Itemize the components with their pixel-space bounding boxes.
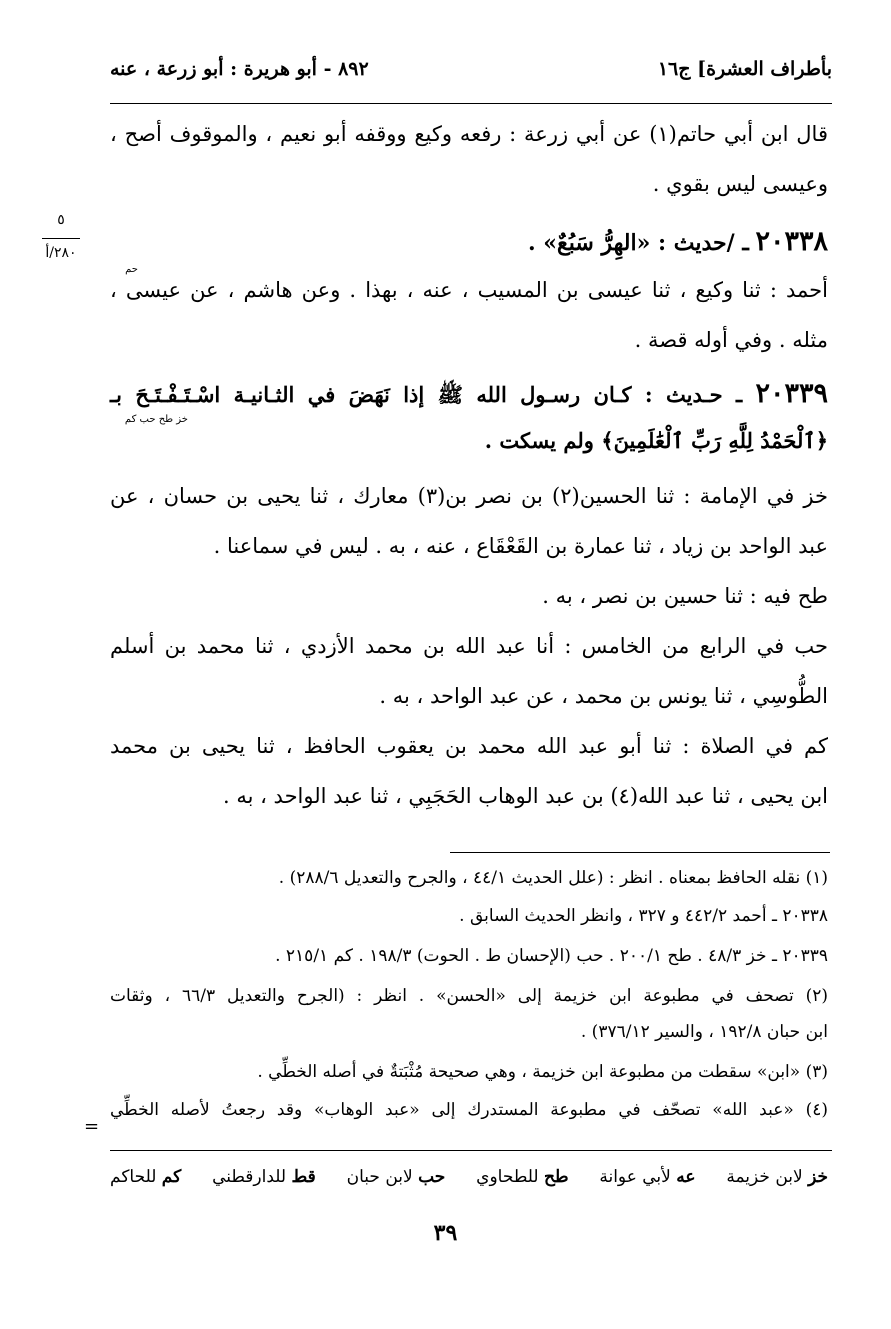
paragraph-line: ابن يحيى ، ثنا عبد الله(٤) بن عبد الوهاب الحَجَبِي ، ثنا عبد الواحد ، به . [222, 784, 828, 808]
footnote: (١) نقله الحافظ بمعناه . انظر : (علل الحديث ٤٤/١ ، والجرح والتعديل ٢٨٨/٦) . [278, 868, 828, 888]
footnote: ٢٠٣٣٩ ـ خز ٤٨/٣ . طح ٢٠٠/١ . حب (الإحسان ط . الحوت) ١٩٨/٣ . كم ٢١٥/١ . [275, 946, 828, 966]
abbreviation-rule [110, 1150, 832, 1151]
paragraph-line [110, 734, 828, 758]
footnote: ٢٠٣٣٨ ـ أحمد ٤٤٢/٢ و ٣٢٧ ، وانظر الحديث السابق . [459, 906, 828, 926]
abbreviation-item [347, 1162, 446, 1194]
page-number: ٣٩ [433, 1220, 458, 1246]
header-volume-title: بأطراف العشرة] ج١٦ [657, 58, 832, 80]
abbreviation-item [110, 1162, 181, 1194]
text-line: قال ابن أبي حاتم(١) عن أبي زرعة : رفعه وكيع ووقفه أبو نعيم ، والموقوف أصح ، [110, 122, 828, 146]
margin-folio-top: ٥ [57, 212, 65, 228]
paragraph-line: وعيسى ليس بقوي . [652, 172, 828, 196]
header-chapter-title: ٨٩٢ - أبو هريرة : أبو زرعة ، عنه [110, 58, 369, 80]
hadith-title: ـ /حديث : «الهِرُّ سَبُعٌ» . [527, 230, 749, 256]
text-line: خز في الإمامة : ثنا الحسين(٢) بن نصر بن(٣) معارك ، ثنا يحيى بن حسان ، عن [110, 484, 828, 508]
abbreviation-meaning: لابن حبان [346, 1167, 413, 1187]
paragraph-line [110, 278, 828, 302]
hadith-sigla: خز طح حب كم [124, 414, 188, 425]
abbreviation-meaning: للحاكم [110, 1167, 157, 1187]
hadith-sigla: حم [125, 264, 138, 275]
footnote: ابن حبان ١٩٢/٨ ، والسير ٣٧٦/١٢) . [580, 1022, 828, 1042]
hadith-heading [528, 226, 828, 257]
hadith-number: ٢٠٣٣٩ [755, 378, 829, 409]
abbreviation-meaning: للطحاوي [476, 1167, 539, 1187]
abbreviation-item [212, 1162, 316, 1194]
main-text [110, 122, 828, 822]
continuation-mark: = [84, 1116, 100, 1137]
abbreviation-code: طح [543, 1167, 569, 1187]
abbreviation-meaning: لابن خزيمة [726, 1167, 803, 1187]
abbreviation-item [476, 1162, 568, 1194]
paragraph-line [110, 634, 828, 658]
footnotes [110, 860, 828, 1130]
abbreviation-code: خز [808, 1167, 828, 1187]
text-line: أحمد : ثنا وكيع ، ثنا عيسى بن المسيب ، عنه ، بهذا . وعن هاشم ، عن عيسى ، [110, 278, 828, 302]
abbreviation-item [599, 1162, 695, 1194]
footnote: (٣) «ابن» سقطت من مطبوعة ابن خزيمة ، وهي صحيحة مُثْبَتةٌ في أصله الخطِّي . [257, 1062, 828, 1082]
text-line: حب في الرابع من الخامس : أنا عبد الله بن محمد الأزدي ، ثنا محمد بن أسلم [110, 634, 828, 658]
abbreviation-key [110, 1162, 828, 1194]
paragraph-line [110, 122, 828, 146]
hadith-number: ٢٠٣٣٨ [755, 226, 828, 257]
text-line [110, 378, 828, 413]
abbreviation-code: حب [418, 1167, 446, 1187]
paragraph-line [110, 484, 828, 508]
paragraph-line: طح فيه : ثنا حسين بن نصر ، به . [542, 584, 828, 608]
abbreviation-item [726, 1162, 828, 1194]
abbreviation-meaning: لأبي عوانة [599, 1167, 671, 1187]
paragraph-line: مثله . وفي أوله قصة . [634, 328, 828, 352]
hadith-heading [110, 378, 828, 413]
abbreviation-meaning: للدارقطني [212, 1167, 287, 1187]
paragraph-line: عبد الواحد بن زياد ، ثنا عمارة بن القَعْقَاع ، عنه ، به . ليس في سماعنا . [213, 534, 828, 558]
margin-folio-rule [42, 238, 80, 239]
footnote [110, 1092, 828, 1128]
abbreviation-code: كم [161, 1167, 182, 1187]
text-line: (٤) «عبد الله» تصحّف في مطبوعة المستدرك إلى «عبد الوهاب» وقد رجعتُ لأصله الخطِّي [110, 1100, 828, 1120]
running-header [110, 58, 832, 92]
hadith-title: ـ حـديث : كـان رسـول الله ﷺ إذا نَهَضَ في الثـانيـة اسْـتَـفْـتَـحَ بـ [110, 382, 743, 407]
quran-line: ﴿ٱلْحَمْدُ لِلَّهِ رَبِّ ٱلْعَٰلَمِينَ﴾ ولم يسكت . [484, 428, 828, 453]
text-line: كم في الصلاة : ثنا أبو عبد الله محمد بن يعقوب الحافظ ، ثنا يحيى بن محمد [110, 734, 828, 758]
paragraph-line: الطُّوسِي ، ثنا يونس بن محمد ، عن عبد الواحد ، به . [379, 684, 828, 708]
margin-folio-bottom: ٢٨٠/أ [45, 245, 77, 261]
header-rule [110, 103, 832, 104]
abbreviation-code: قط [291, 1167, 316, 1187]
footnote-rule [450, 852, 830, 853]
abbreviation-code: عه [676, 1167, 696, 1187]
text-line: (٢) تصحف في مطبوعة ابن خزيمة إلى «الحسن» . انظر : (الجرح والتعديل ٦٦/٣ ، وثقات [110, 986, 828, 1006]
footnote [110, 978, 828, 1014]
